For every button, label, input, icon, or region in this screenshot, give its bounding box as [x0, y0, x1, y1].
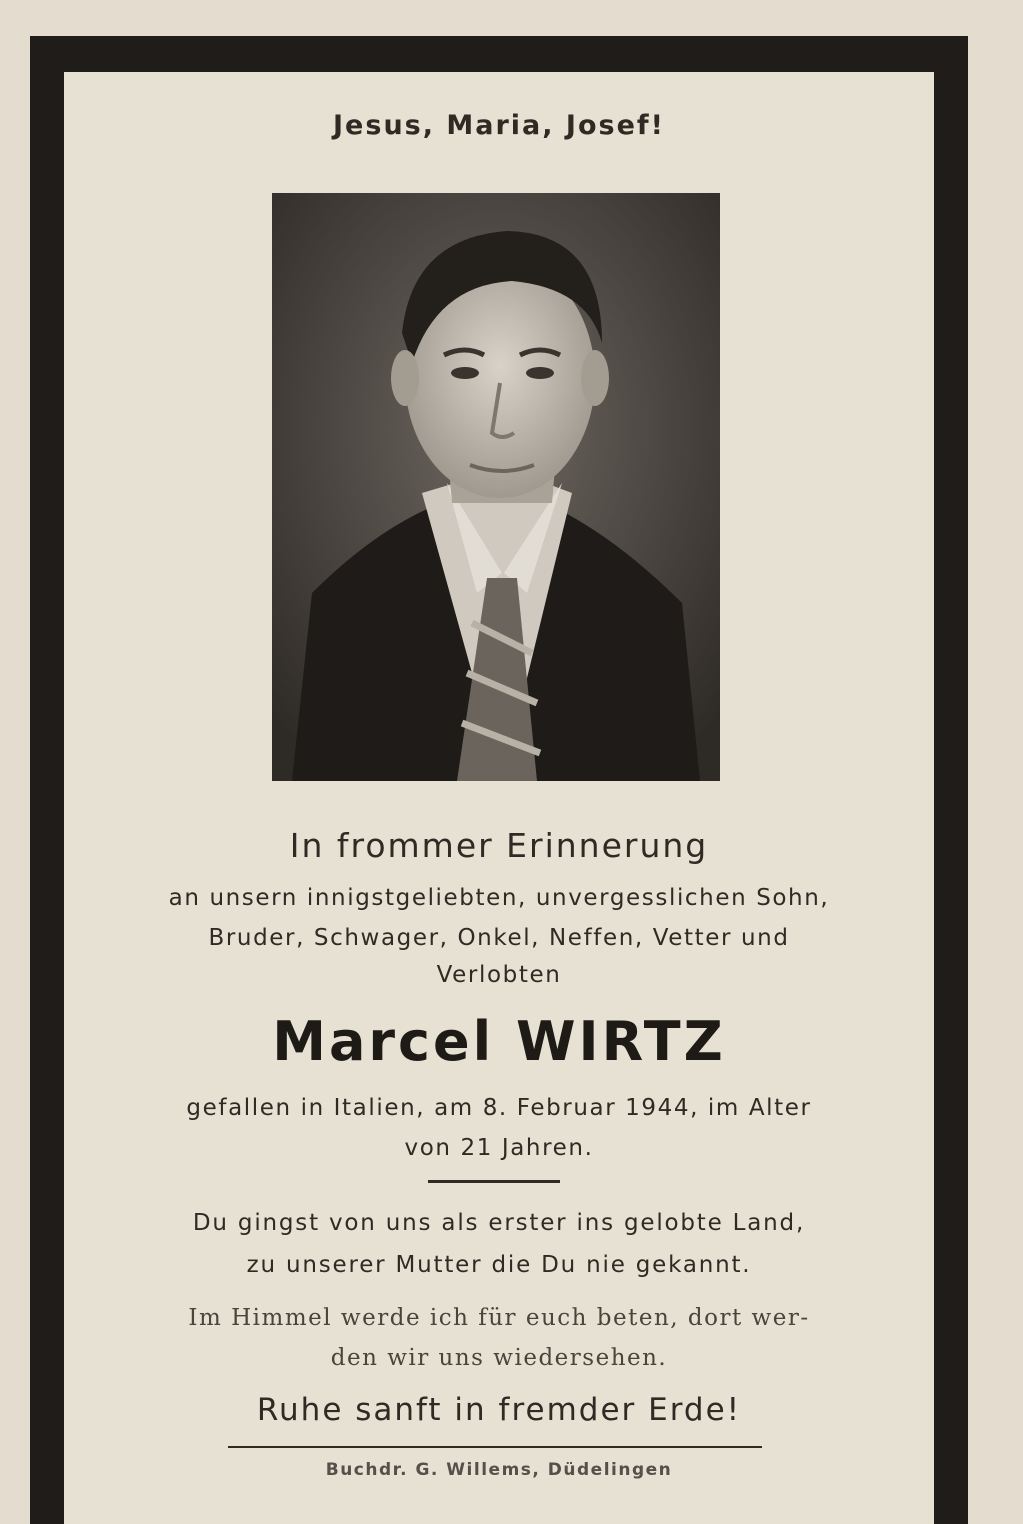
verse-line-2: zu unserer Mutter die Du nie gekannt. [246, 1252, 752, 1278]
divider-short [428, 1180, 560, 1183]
prayer-line-1: Im Himmel werde ich für euch beten, dort wer- [188, 1305, 810, 1331]
dedication-line-2: Bruder, Schwager, Onkel, Neffen, Vetter und [208, 925, 790, 951]
dedication-line-3: Verlobten [436, 962, 562, 988]
portrait-photo [272, 193, 720, 781]
fallen-line-1: gefallen in Italien, am 8. Februar 1944, im Alter [186, 1095, 812, 1121]
dedication-line-1: an unsern innigstgeliebten, unvergesslichen Sohn, [168, 885, 830, 911]
prayer-line-2: den wir uns wiedersehen. [330, 1345, 668, 1371]
deceased-name: Marcel WIRTZ [272, 1010, 726, 1073]
card-header: Jesus, Maria, Josef! [333, 110, 665, 141]
verse-line-1: Du gingst von uns als erster ins gelobte Land, [192, 1210, 806, 1236]
memory-heading: In frommer Erinnerung [289, 826, 709, 865]
printer-credit: Buchdr. G. Willems, Düdelingen [325, 1460, 673, 1480]
rest-in-peace: Ruhe sanft in fremder Erde! [256, 1392, 742, 1428]
fallen-line-2: von 21 Jahren. [404, 1135, 594, 1161]
divider-bottom [228, 1446, 762, 1448]
